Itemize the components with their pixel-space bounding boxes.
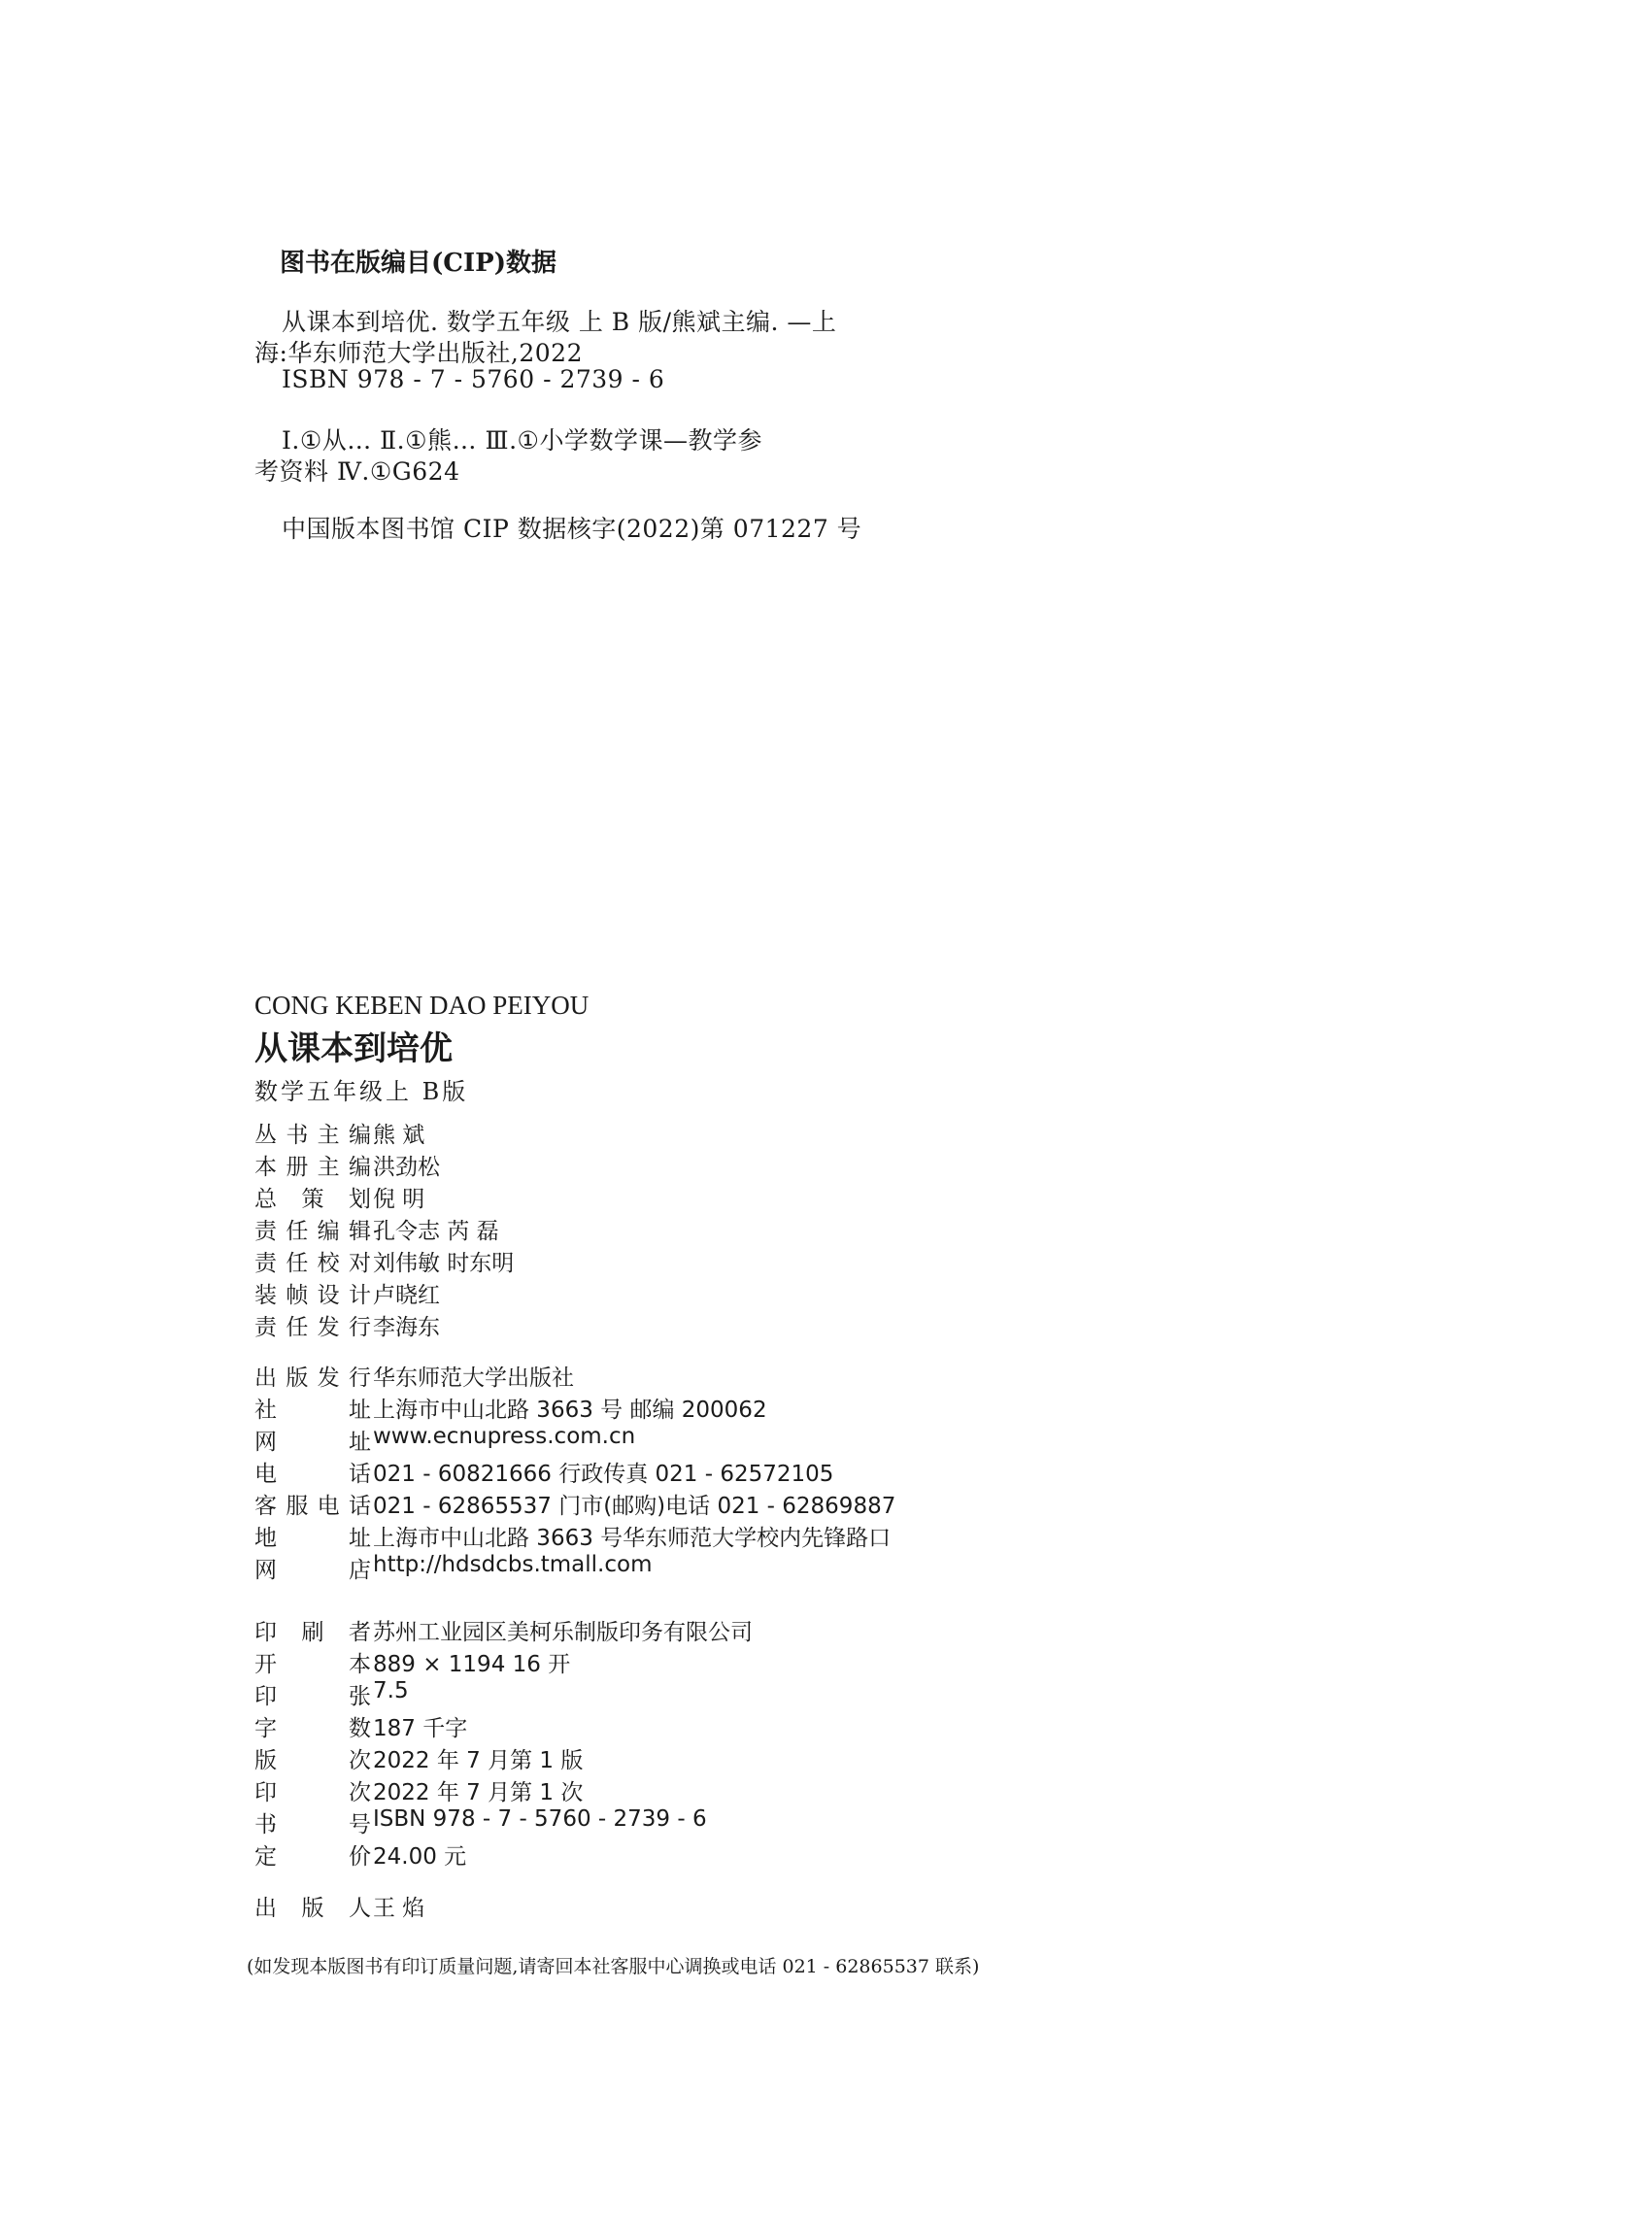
row-label (254, 1710, 371, 1742)
label-char: 帧 (286, 1283, 309, 1308)
row-value: 王 焰 (373, 1896, 425, 1921)
row-label (254, 1520, 371, 1552)
row-label (254, 1646, 371, 1678)
info-row (254, 1309, 1129, 1341)
label-char: 总 (254, 1187, 277, 1212)
label-char: 地 (254, 1526, 277, 1551)
row-label (254, 1277, 371, 1309)
row-label (254, 1806, 371, 1838)
footer-note: (如发现本版图书有印订质量问题,请寄回本社客服中心调换或电话 021 - 62865537 联系) (247, 1956, 980, 1977)
info-row (254, 1245, 1129, 1277)
row-value: 021 - 62865537 门市(邮购)电话 021 - 62869887 (373, 1494, 896, 1519)
info-row (254, 1806, 1129, 1838)
row-label (254, 1488, 371, 1520)
book-title: 从课本到培优 (254, 1029, 453, 1068)
label-char: 责 (254, 1251, 277, 1276)
info-row (254, 1838, 1129, 1871)
label-char: 书 (286, 1123, 309, 1148)
info-row (254, 1277, 1129, 1309)
row-value: 24.00 元 (373, 1844, 467, 1870)
label-char: 印 (254, 1780, 277, 1805)
label-char: 本 (254, 1155, 277, 1180)
row-value: 苏州工业园区美柯乐制版印务有限公司 (373, 1620, 753, 1645)
label-char: 编 (348, 1123, 371, 1148)
row-label (254, 1614, 371, 1646)
label-char: 丛 (254, 1123, 277, 1148)
info-row (254, 1360, 1129, 1392)
label-char: 本 (349, 1652, 371, 1677)
label-char: 价 (349, 1844, 371, 1870)
row-value: 熊 斌 (373, 1123, 425, 1148)
cip-record-number: 中国版本图书馆 CIP 数据核字(2022)第 071227 号 (282, 515, 862, 543)
label-char: 号 (349, 1812, 371, 1837)
label-char: 主 (317, 1123, 340, 1148)
info-row (254, 1678, 1129, 1710)
label-char: 字 (254, 1716, 277, 1741)
info-row (254, 1552, 1129, 1584)
row-label (254, 1552, 371, 1584)
label-char: 话 (349, 1462, 371, 1487)
label-char: 任 (286, 1219, 309, 1244)
label-char: 任 (286, 1315, 309, 1340)
label-char: 印 (254, 1620, 277, 1645)
info-row (254, 1710, 1129, 1742)
label-char: 责 (254, 1315, 277, 1340)
row-value: www.ecnupress.com.cn (373, 1424, 636, 1449)
label-char: 版 (301, 1896, 324, 1921)
label-char: 责 (254, 1219, 277, 1244)
row-value: 2022 年 7 月第 1 次 (373, 1780, 584, 1805)
label-char: 划 (349, 1187, 371, 1212)
label-char: 辑 (348, 1219, 371, 1244)
row-label (254, 1456, 371, 1488)
label-char: 编 (348, 1155, 371, 1180)
label-char: 任 (286, 1251, 309, 1276)
row-label (254, 1424, 371, 1456)
row-value: 889 × 1194 16 开 (373, 1652, 571, 1677)
label-char: 网 (254, 1558, 277, 1583)
row-label (254, 1678, 371, 1710)
label-char: 校 (317, 1251, 340, 1276)
info-row (254, 1424, 1129, 1456)
publisher-person (254, 1890, 1129, 1922)
info-row (254, 1614, 1129, 1646)
row-value: 上海市中山北路 3663 号 邮编 200062 (373, 1398, 767, 1423)
row-value: ISBN 978 - 7 - 5760 - 2739 - 6 (373, 1806, 707, 1832)
label-char: 址 (349, 1398, 371, 1423)
printing-list (254, 1614, 1129, 1871)
info-row (254, 1392, 1129, 1424)
label-char: 刷 (301, 1620, 324, 1645)
label-char: 印 (254, 1684, 277, 1709)
row-value: http://hdsdcbs.tmall.com (373, 1552, 653, 1577)
label-char: 发 (317, 1365, 340, 1391)
info-row (254, 1456, 1129, 1488)
row-label (254, 1392, 371, 1424)
row-value: 上海市中山北路 3663 号华东师范大学校内先锋路口 (373, 1526, 892, 1551)
label-char: 服 (286, 1494, 309, 1519)
row-value: 洪劲松 (373, 1155, 440, 1180)
row-value: 卢晓红 (373, 1283, 440, 1308)
cip-heading: 图书在版编目(CIP)数据 (280, 249, 557, 278)
label-char: 者 (349, 1620, 371, 1645)
label-char: 册 (286, 1155, 309, 1180)
label-char: 行 (348, 1315, 371, 1340)
cip-line: 海:华东师范大学出版社,2022 (254, 339, 583, 367)
label-char: 话 (348, 1494, 371, 1519)
label-char: 发 (317, 1315, 340, 1340)
label-char: 人 (349, 1896, 371, 1921)
cip-line: Ⅰ.①从… Ⅱ.①熊… Ⅲ.①小学数学课—教学参 (282, 426, 762, 455)
row-label (254, 1181, 371, 1213)
publisher-list (254, 1360, 1129, 1584)
label-char: 对 (348, 1251, 371, 1276)
row-label (254, 1309, 371, 1341)
info-row (254, 1742, 1129, 1774)
label-char: 数 (349, 1716, 371, 1741)
info-row (254, 1117, 1129, 1149)
label-char: 版 (286, 1365, 309, 1391)
label-char: 出 (254, 1365, 277, 1391)
row-value: 李海东 (373, 1315, 440, 1340)
info-row (254, 1520, 1129, 1552)
row-value: 2022 年 7 月第 1 版 (373, 1748, 584, 1773)
label-char: 社 (254, 1398, 277, 1423)
row-value: 刘伟敏 时东明 (373, 1251, 515, 1276)
label-char: 次 (349, 1780, 371, 1805)
label-char: 址 (349, 1430, 371, 1455)
label-char: 网 (254, 1430, 277, 1455)
label-char: 电 (254, 1462, 277, 1487)
label-char: 设 (317, 1283, 340, 1308)
label-char: 主 (317, 1155, 340, 1180)
row-label (254, 1117, 371, 1149)
label-char: 电 (317, 1494, 340, 1519)
row-value: 倪 明 (373, 1187, 425, 1212)
info-row (254, 1890, 1129, 1922)
label-char: 策 (301, 1187, 324, 1212)
row-label (254, 1149, 371, 1181)
cip-isbn: ISBN 978 - 7 - 5760 - 2739 - 6 (282, 365, 665, 393)
row-label (254, 1245, 371, 1277)
title-pinyin: CONG KEBEN DAO PEIYOU (254, 991, 590, 1020)
label-char: 编 (317, 1219, 340, 1244)
book-subtitle: 数学五年级上 B版 (254, 1078, 469, 1105)
label-char: 店 (349, 1558, 371, 1583)
label-char: 计 (348, 1283, 371, 1308)
label-char: 开 (254, 1652, 277, 1677)
info-row (254, 1149, 1129, 1181)
label-char: 行 (348, 1365, 371, 1391)
row-label (254, 1213, 371, 1245)
row-label (254, 1890, 371, 1922)
label-char: 次 (349, 1748, 371, 1773)
label-char: 张 (349, 1684, 371, 1709)
row-value: 021 - 60821666 行政传真 021 - 62572105 (373, 1462, 834, 1487)
credits-list (254, 1117, 1129, 1341)
label-char: 版 (254, 1748, 277, 1773)
label-char: 客 (254, 1494, 277, 1519)
label-char: 书 (254, 1812, 277, 1837)
info-row (254, 1488, 1129, 1520)
row-value: 187 千字 (373, 1716, 468, 1741)
info-row (254, 1774, 1129, 1806)
row-label (254, 1774, 371, 1806)
cip-line: 考资料 Ⅳ.①G624 (254, 457, 460, 486)
info-row (254, 1213, 1129, 1245)
info-row (254, 1181, 1129, 1213)
row-label (254, 1742, 371, 1774)
row-value: 7.5 (373, 1678, 409, 1703)
row-label (254, 1838, 371, 1871)
row-label (254, 1360, 371, 1392)
row-value: 华东师范大学出版社 (373, 1365, 574, 1391)
info-row (254, 1646, 1129, 1678)
label-char: 址 (349, 1526, 371, 1551)
row-value: 孔令志 芮 磊 (373, 1219, 499, 1244)
cip-line: 从课本到培优. 数学五年级 上 B 版/熊斌主编. —上 (282, 308, 837, 336)
label-char: 定 (254, 1844, 277, 1870)
label-char: 装 (254, 1283, 277, 1308)
label-char: 出 (254, 1896, 277, 1921)
